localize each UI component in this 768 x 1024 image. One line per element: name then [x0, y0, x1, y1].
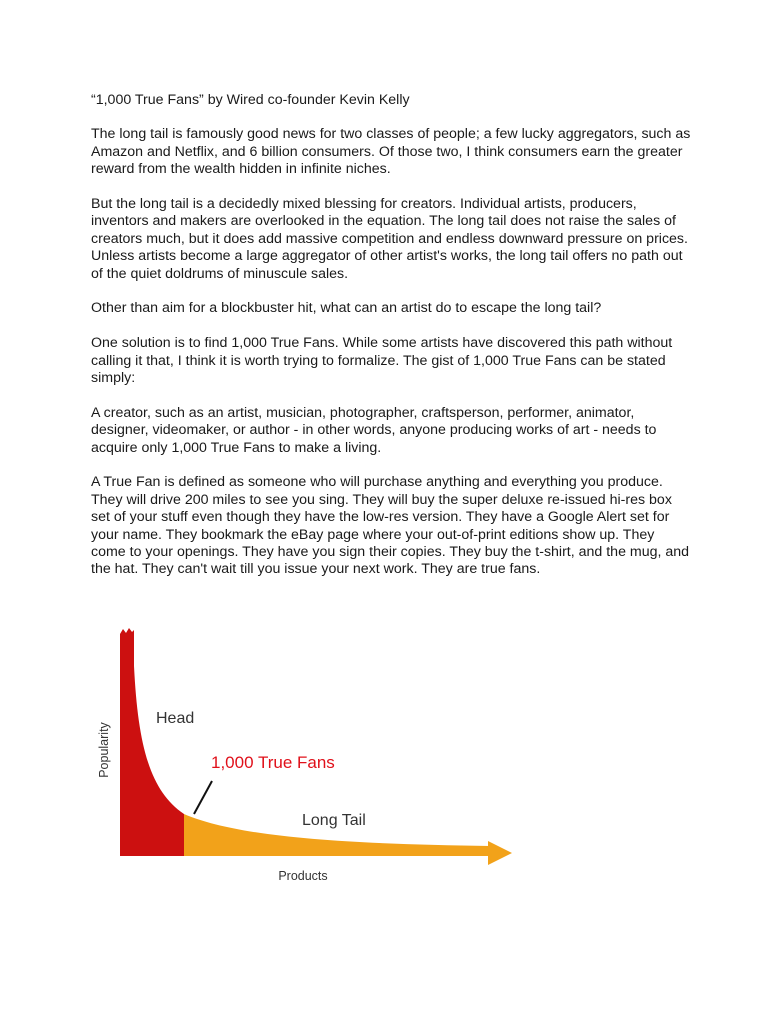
paragraph-2: But the long tail is a decidedly mixed blessing for creators. Individual artists, producers, inventors and makers are overlooked in the equation. The long tail does not raise the sales of creators much, but it does add massive competition and endless downward pressure on prices. Unless artists become a large aggregator of other artist's works, the long tail offers no path out of the quiet doldrums of minuscule sales.	[91, 196, 688, 282]
article-text	[91, 92, 691, 596]
paragraph-4: One solution is to find 1,000 True Fans. While some artists have discovered this path without calling it that, I think it is worth trying to formalize. The gist of 1,000 True Fans can be stated simply:	[91, 335, 673, 387]
paragraph-3: Other than aim for a blockbuster hit, what can an artist do to escape the long tail?	[91, 300, 602, 317]
true-fans-label: 1,000 True Fans	[211, 753, 335, 772]
article-title: “1,000 True Fans” by Wired co-founder Kevin Kelly	[91, 92, 410, 108]
true-fans-pointer-line	[194, 781, 212, 814]
x-axis-arrowhead	[488, 841, 512, 865]
long-tail-diagram	[90, 626, 516, 894]
long-tail-figure	[90, 626, 516, 894]
paragraph-1: The long tail is famously good news for two classes of people; a few lucky aggregators, such as Amazon and Netflix, and 6 billion consumers. Of those two, I think consumers earn the greater reward from the wealth hidden in infinite niches.	[91, 126, 691, 178]
head-label: Head	[156, 710, 195, 727]
long-tail-label: Long Tail	[302, 812, 366, 829]
head-area	[120, 628, 184, 856]
paragraph-6: A True Fan is defined as someone who will purchase anything and everything you produce. They will drive 200 miles to see you sing. They will buy the super deluxe re-issued hi-res box set of your stuff even though they have the low-res version. They have a Google Alert set for your name. They bookmark the eBay page where your out-of-print editions show up. They come to your openings. They have you sign their copies. They buy the t-shirt, and the mug, and the hat. They can't wait till you issue your next work. They are true fans.	[91, 474, 690, 578]
y-axis-label: Popularity	[97, 722, 111, 778]
x-axis-label: Products	[278, 869, 328, 883]
paragraph-5: A creator, such as an artist, musician, photographer, craftsperson, performer, animator, designer, videomaker, or author - in other words, anyone producing works of art - needs to acquire only 1,000 True Fans to make a living.	[91, 404, 657, 456]
